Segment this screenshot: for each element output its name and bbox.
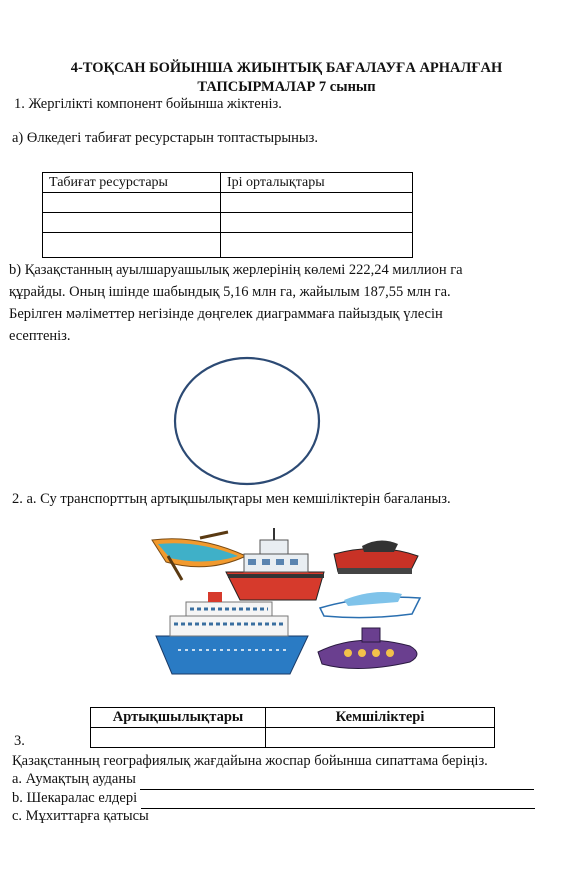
speedboat-icon — [320, 592, 420, 618]
question-3-number: 3. — [14, 733, 25, 749]
worksheet-title-line2: ТАПСЫРМАЛАР 7 сынып — [197, 79, 376, 95]
question-3a: а. Аумақтың ауданы — [12, 771, 136, 787]
question-3c: с. Мұхиттарға қатысы — [12, 808, 149, 824]
question-1b-line3: Берілген мәліметтер негізінде дөңгелек диаграммаға пайыздық үлесін — [9, 306, 443, 322]
question-1b-line4: есептеніз. — [9, 328, 71, 344]
table-cell[interactable] — [221, 213, 413, 233]
table-cell[interactable] — [91, 728, 266, 748]
question-1b-line1: b) Қазақстанның ауылшаруашылық жерлерінің көлемі 222,24 миллион га — [9, 262, 463, 278]
table-cell[interactable] — [43, 193, 221, 213]
submarine-icon — [318, 628, 417, 669]
tugboat-icon — [226, 528, 324, 600]
table-cell[interactable] — [43, 213, 221, 233]
resources-header: Табиғат ресурстары — [43, 173, 221, 193]
jet-ski-icon — [334, 540, 418, 574]
pie-chart-circle[interactable] — [170, 355, 326, 487]
centers-header: Ірі орталықтары — [221, 173, 413, 193]
advantages-table — [90, 707, 495, 748]
worksheet-title-line1: 4-ТОҚСАН БОЙЫНША ЖИЫНТЫҚ БАҒАЛАУҒА АРНАЛҒАН — [70, 60, 503, 76]
question-3b: b. Шекаралас елдері — [12, 790, 138, 806]
table-cell[interactable] — [266, 728, 495, 748]
table-cell[interactable] — [43, 233, 221, 258]
disadvantages-header: Кемшіліктері — [266, 708, 495, 728]
question-3a-row — [12, 769, 534, 790]
table-cell[interactable] — [221, 233, 413, 258]
table-cell[interactable] — [221, 193, 413, 213]
advantages-header: Артықшылықтары — [91, 708, 266, 728]
question-3: Қазақстанның географиялық жағдайына жоспар бойынша сипаттама беріңіз. — [12, 753, 488, 769]
question-1b-line2: құрайды. Оның ішінде шабындық 5,16 млн га, жайылым 187,55 млн га. — [9, 284, 451, 300]
question-1: 1. Жергілікті компонент бойынша жіктеніз. — [14, 96, 282, 112]
question-1a: а) Өлкедегі табиғат ресурстарын топтастырыныз. — [12, 130, 319, 146]
water-transport-illustration — [148, 528, 428, 678]
cruise-liner-icon — [156, 592, 308, 674]
resources-table — [42, 172, 413, 258]
question-2a: 2. а. Су транспорттың артықшылықтары мен кемшіліктерін бағаланыз. — [12, 491, 451, 507]
answer-line-neighbors[interactable] — [141, 793, 535, 809]
